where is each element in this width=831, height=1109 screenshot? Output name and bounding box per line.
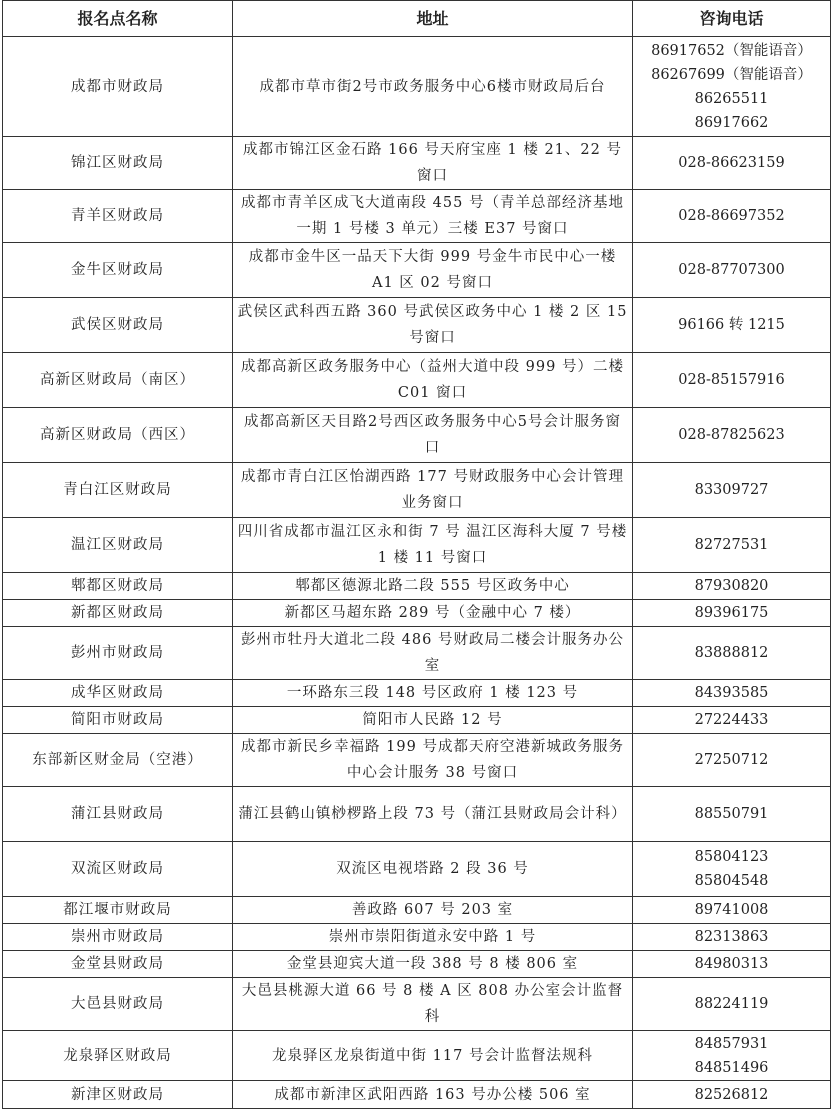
office-phone (633, 842, 831, 897)
phone-number: 84393585 (694, 685, 769, 701)
office-address: 成都市新民乡幸福路 199 号成都天府空港新城政务服务中心会计服务 38 号窗口 (233, 734, 633, 787)
phone-number: 89396175 (694, 605, 769, 621)
table-row (3, 600, 831, 627)
phone-number: 84980313 (694, 956, 769, 972)
office-phone (633, 1081, 831, 1109)
office-phone (633, 353, 831, 408)
office-address: 金堂县迎宾大道一段 388 号 8 楼 806 室 (233, 951, 633, 978)
phone-number: 028-85157916 (678, 372, 785, 388)
office-address: 成都市金牛区一品天下大街 999 号金牛市民中心一楼 A1 区 02 号窗口 (233, 243, 633, 298)
office-address: 郫都区德源北路二段 555 号区政务中心 (233, 573, 633, 600)
office-address: 成都高新区天目路2号西区政务服务中心5号会计服务窗口 (233, 408, 633, 463)
table-row (3, 842, 831, 897)
office-address: 成都市新津区武阳西路 163 号办公楼 506 室 (233, 1081, 633, 1109)
phone-number: 27224433 (694, 712, 769, 728)
table-row (3, 298, 831, 353)
phone-number: 82526812 (694, 1086, 769, 1103)
phone-number: 86917652（智能语音） (651, 42, 812, 59)
table-row (3, 353, 831, 408)
office-phone (633, 137, 831, 190)
table-row (3, 1031, 831, 1081)
phone-number: 84857931 (694, 1035, 769, 1052)
office-name: 成华区财政局 (3, 680, 233, 707)
office-address: 蒲江县鹤山镇桫椤路上段 73 号（蒲江县财政局会计科） (233, 787, 633, 842)
table-row (3, 190, 831, 243)
office-name: 郫都区财政局 (3, 573, 233, 600)
office-address: 彭州市牡丹大道北二段 486 号财政局二楼会计服务办公室 (233, 627, 633, 680)
office-phone (633, 1031, 831, 1081)
office-phone (633, 408, 831, 463)
office-address: 双流区电视塔路 2 段 36 号 (233, 842, 633, 897)
office-phone (633, 707, 831, 734)
office-phone (633, 978, 831, 1031)
office-phone (633, 734, 831, 787)
office-address: 四川省成都市温江区永和街 7 号 温江区海科大厦 7 号楼 1 楼 11 号窗口 (233, 518, 633, 573)
office-address: 崇州市崇阳街道永安中路 1 号 (233, 924, 633, 951)
office-name: 龙泉驿区财政局 (3, 1031, 233, 1081)
table-row (3, 734, 831, 787)
office-address: 大邑县桃源大道 66 号 8 楼 A 区 808 办公室会计监督科 (233, 978, 633, 1031)
office-name: 简阳市财政局 (3, 707, 233, 734)
table-row (3, 137, 831, 190)
office-phone (633, 190, 831, 243)
phone-number: 86267699（智能语音） (651, 66, 812, 83)
phone-number: 89741008 (694, 902, 769, 918)
table-row (3, 408, 831, 463)
office-address: 新都区马超东路 289 号（金融中心 7 楼） (233, 600, 633, 627)
header-phone: 咨询电话 (633, 1, 831, 37)
table-row (3, 897, 831, 924)
phone-number: 85804123 (694, 849, 769, 865)
phone-number: 86917662 (694, 114, 769, 131)
phone-number: 83888812 (694, 645, 769, 661)
contact-table (2, 0, 831, 1109)
phone-number: 028-86623159 (678, 155, 785, 171)
phone-number: 88550791 (694, 806, 769, 822)
office-phone (633, 627, 831, 680)
table-row (3, 518, 831, 573)
table-row (3, 37, 831, 137)
table-body (3, 37, 831, 1109)
office-name: 新津区财政局 (3, 1081, 233, 1109)
table-row (3, 707, 831, 734)
phone-number: 82727531 (694, 537, 769, 553)
office-address: 武侯区武科西五路 360 号武侯区政务中心 1 楼 2 区 15 号窗口 (233, 298, 633, 353)
phone-number: 84851496 (694, 1059, 769, 1076)
office-name: 青羊区财政局 (3, 190, 233, 243)
office-phone (633, 600, 831, 627)
office-address: 成都市青白江区怡湖西路 177 号财政服务中心会计管理业务窗口 (233, 463, 633, 518)
office-name: 大邑县财政局 (3, 978, 233, 1031)
office-name: 双流区财政局 (3, 842, 233, 897)
table-row (3, 787, 831, 842)
header-name: 报名点名称 (3, 1, 233, 37)
office-name: 青白江区财政局 (3, 463, 233, 518)
office-phone (633, 573, 831, 600)
office-phone (633, 951, 831, 978)
office-address: 简阳市人民路 12 号 (233, 707, 633, 734)
phone-number: 82313863 (694, 929, 769, 945)
office-phone (633, 463, 831, 518)
phone-number: 028-87825623 (678, 427, 785, 443)
table-row (3, 627, 831, 680)
table-row (3, 573, 831, 600)
phone-number: 96166 转 1215 (678, 317, 785, 333)
office-name: 东部新区财金局（空港） (3, 734, 233, 787)
table-row (3, 463, 831, 518)
office-name: 温江区财政局 (3, 518, 233, 573)
office-name: 崇州市财政局 (3, 924, 233, 951)
phone-number: 028-86697352 (678, 208, 785, 224)
phone-number: 88224119 (694, 996, 769, 1012)
table-header-row (3, 1, 831, 37)
office-name: 成都市财政局 (3, 37, 233, 137)
office-name: 高新区财政局（南区） (3, 353, 233, 408)
office-name: 武侯区财政局 (3, 298, 233, 353)
office-phone (633, 243, 831, 298)
office-address: 成都高新区政务服务中心（益州大道中段 999 号）二楼 C01 窗口 (233, 353, 633, 408)
phone-number: 87930820 (694, 578, 769, 594)
office-name: 锦江区财政局 (3, 137, 233, 190)
office-phone (633, 897, 831, 924)
office-name: 金牛区财政局 (3, 243, 233, 298)
table-row (3, 243, 831, 298)
phone-number: 86265511 (694, 90, 769, 107)
office-name: 金堂县财政局 (3, 951, 233, 978)
office-address: 成都市青羊区成飞大道南段 455 号（青羊总部经济基地一期 1 号楼 3 单元）三楼 E37 号窗口 (233, 190, 633, 243)
table-row (3, 924, 831, 951)
office-phone (633, 680, 831, 707)
office-name: 新都区财政局 (3, 600, 233, 627)
table-row (3, 680, 831, 707)
table-row (3, 978, 831, 1031)
table-row (3, 951, 831, 978)
office-address: 一环路东三段 148 号区政府 1 楼 123 号 (233, 680, 633, 707)
phone-number: 27250712 (694, 752, 769, 768)
office-phone (633, 924, 831, 951)
phone-number: 83309727 (694, 482, 769, 498)
office-name: 都江堰市财政局 (3, 897, 233, 924)
office-phone (633, 37, 831, 137)
office-phone (633, 298, 831, 353)
phone-number: 85804548 (694, 873, 769, 889)
office-address: 善政路 607 号 203 室 (233, 897, 633, 924)
office-address: 成都市草市街2号市政务服务中心6楼市财政局后台 (233, 37, 633, 137)
phone-number: 028-87707300 (678, 262, 785, 278)
header-address: 地址 (233, 1, 633, 37)
office-name: 彭州市财政局 (3, 627, 233, 680)
office-phone (633, 787, 831, 842)
office-name: 高新区财政局（西区） (3, 408, 233, 463)
office-address: 成都市锦江区金石路 166 号天府宝座 1 楼 21、22 号窗口 (233, 137, 633, 190)
office-name: 蒲江县财政局 (3, 787, 233, 842)
office-address: 龙泉驿区龙泉街道中街 117 号会计监督法规科 (233, 1031, 633, 1081)
table-row (3, 1081, 831, 1109)
office-phone (633, 518, 831, 573)
